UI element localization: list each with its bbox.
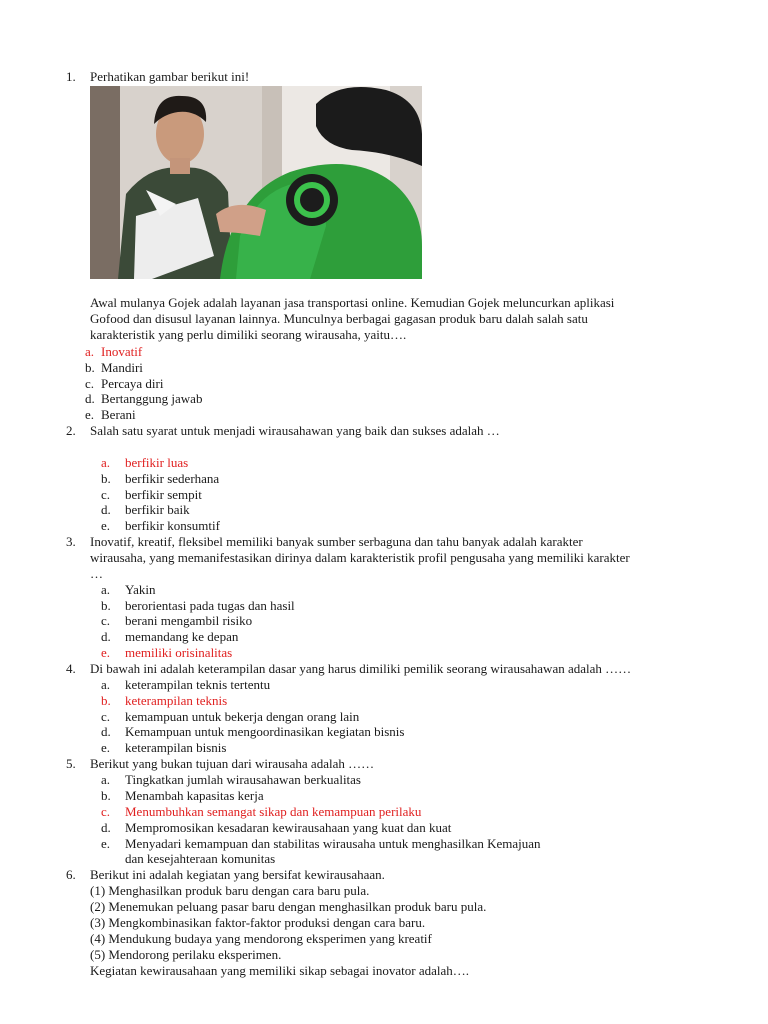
option-text: Kemampuan untuk mengoordinasikan kegiatan bisnis — [125, 724, 405, 739]
option-text: berfikir sederhana — [125, 471, 220, 486]
option-letter: c. — [101, 709, 111, 724]
question-number: 2. — [66, 423, 76, 438]
option-text: berfikir konsumtif — [125, 518, 220, 533]
option-letter: a. — [101, 772, 111, 787]
option-letter-correct: e. — [101, 645, 111, 660]
option-text: Menambah kapasitas kerja — [125, 788, 264, 803]
option-letter: d. — [101, 820, 111, 835]
question-number: 3. — [66, 534, 76, 549]
option-text-correct: memiliki orisinalitas — [125, 645, 233, 660]
option-letter: c. — [101, 487, 111, 502]
question-prompt: … — [90, 566, 103, 581]
gojek-photo-illustration — [90, 86, 422, 279]
question-number: 5. — [66, 756, 76, 771]
paragraph-line: karakteristik yang perlu dimiliki seorang wirausaha, yaitu…. — [90, 327, 407, 342]
option-letter-correct: c. — [101, 804, 111, 819]
option-letter: d. — [101, 502, 111, 517]
option-text: Tingkatkan jumlah wirausahawan berkualitas — [125, 772, 361, 787]
question-prompt: wirausaha, yang memanifestasikan dirinya dalam karakteristik profil pengusaha yang memiliki karakter — [90, 550, 630, 565]
option-text: Yakin — [125, 582, 156, 597]
option-text: keterampilan bisnis — [125, 740, 227, 755]
question-prompt: Berikut ini adalah kegiatan yang bersifat kewirausahaan. — [90, 867, 385, 882]
option-letter: e. — [101, 518, 111, 533]
option-text-continuation: dan kesejahteraan komunitas — [125, 851, 276, 866]
option-letter-correct: a. — [101, 455, 111, 470]
option-letter: b. — [85, 360, 95, 375]
option-letter: e. — [101, 836, 111, 851]
question-prompt: Perhatikan gambar berikut ini! — [90, 69, 250, 84]
list-item: (5) Mendorong perilaku eksperimen. — [90, 947, 282, 962]
option-text: berani mengambil risiko — [125, 613, 253, 628]
option-text-correct: keterampilan teknis — [125, 693, 228, 708]
option-text: Percaya diri — [101, 376, 164, 391]
list-item: (4) Mendukung budaya yang mendorong eksperimen yang kreatif — [90, 931, 432, 946]
option-letter: a. — [101, 582, 111, 597]
option-text-correct: berfikir luas — [125, 455, 189, 470]
option-letter: c. — [101, 613, 111, 628]
option-letter: b. — [101, 471, 111, 486]
paragraph-line: Awal mulanya Gojek adalah layanan jasa transportasi online. Kemudian Gojek meluncurkan aplikasi — [90, 295, 615, 310]
list-item: (1) Menghasilkan produk baru dengan cara baru pula. — [90, 883, 370, 898]
option-letter: e. — [85, 407, 95, 422]
gojek-photo — [90, 86, 422, 279]
option-text: memandang ke depan — [125, 629, 239, 644]
option-text: berfikir sempit — [125, 487, 202, 502]
option-letter-correct: a. — [85, 344, 95, 359]
option-letter: c. — [85, 376, 95, 391]
option-letter: d. — [101, 629, 111, 644]
question-prompt: Di bawah ini adalah keterampilan dasar yang harus dimiliki pemilik seorang wirausahawan adalah …… — [90, 661, 632, 676]
option-text: Menyadari kemampuan dan stabilitas wirausaha untuk menghasilkan Kemajuan — [125, 836, 541, 851]
option-letter: b. — [101, 788, 111, 803]
option-text: keterampilan teknis tertentu — [125, 677, 271, 692]
option-text: Bertanggung jawab — [101, 391, 203, 406]
option-letter: b. — [101, 598, 111, 613]
option-letter: d. — [101, 724, 111, 739]
question-number: 4. — [66, 661, 76, 676]
option-text-correct: Menumbuhkan semangat sikap dan kemampuan perilaku — [125, 804, 422, 819]
option-text: kemampuan untuk bekerja dengan orang lain — [125, 709, 360, 724]
question-prompt: Berikut yang bukan tujuan dari wirausaha adalah …… — [90, 756, 375, 771]
question-number: 1. — [66, 69, 76, 84]
list-item: (3) Mengkombinasikan faktor-faktor produksi dengan cara baru. — [90, 915, 426, 930]
question-number: 6. — [66, 867, 76, 882]
option-text-correct: Inovatif — [101, 344, 143, 359]
option-text: Mempromosikan kesadaran kewirausahaan yang kuat dan kuat — [125, 820, 452, 835]
paragraph-line: Gofood dan disusul layanan lainnya. Munculnya berbagai gagasan produk baru dalah salah satu — [90, 311, 588, 326]
option-letter-correct: b. — [101, 693, 111, 708]
option-text: Mandiri — [101, 360, 143, 375]
option-text: Berani — [101, 407, 136, 422]
list-item: (2) Menemukan peluang pasar baru dengan menghasilkan produk baru pula. — [90, 899, 487, 914]
question-prompt: Salah satu syarat untuk menjadi wirausahawan yang baik dan sukses adalah … — [90, 423, 500, 438]
option-text: berfikir baik — [125, 502, 190, 517]
question-prompt: Inovatif, kreatif, fleksibel memiliki banyak sumber serbaguna dan tahu banyak adalah karakter — [90, 534, 583, 549]
option-text: berorientasi pada tugas dan hasil — [125, 598, 295, 613]
option-letter: a. — [101, 677, 111, 692]
option-letter: e. — [101, 740, 111, 755]
question-closing: Kegiatan kewirausahaan yang memiliki sikap sebagai inovator adalah…. — [90, 963, 470, 978]
option-letter: d. — [85, 391, 95, 406]
